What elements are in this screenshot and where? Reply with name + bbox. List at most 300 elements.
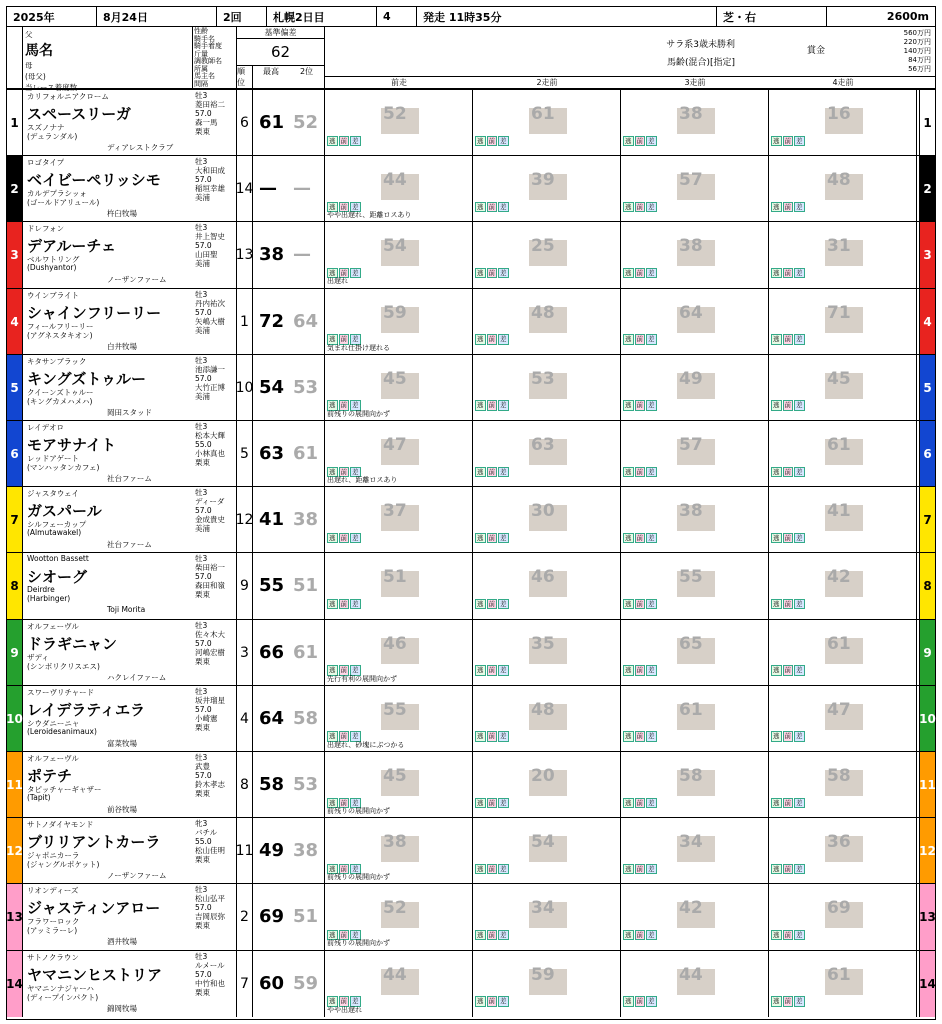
past-race[interactable]	[473, 686, 621, 752]
second-score: 59	[293, 972, 319, 994]
pace-icon: 逃	[773, 268, 780, 277]
race-note: 前残りの展開向かず	[327, 807, 390, 815]
past-index: 48	[531, 699, 555, 720]
rank: 7	[237, 951, 253, 1017]
pace-icon: 差	[352, 732, 359, 741]
pace-icon: 前	[340, 732, 347, 741]
race-note: やや出遅れ	[327, 1005, 362, 1014]
venue: 札幌2日目	[267, 7, 377, 26]
past-index: 31	[827, 236, 851, 257]
past-race[interactable]	[769, 553, 917, 619]
horse-number-right: 3	[919, 222, 935, 288]
pace-icon: 差	[352, 533, 359, 542]
sire: オルフェーヴル	[27, 754, 79, 763]
pace-icon: 前	[636, 599, 643, 608]
pace-icon: 逃	[625, 335, 632, 344]
pace-icon: 逃	[773, 666, 780, 675]
rank: 4	[237, 686, 253, 752]
pace-icon: 前	[340, 997, 347, 1006]
pace-icon: 逃	[329, 335, 336, 344]
pace-icon: 前	[488, 732, 495, 741]
pace-icon: 逃	[625, 997, 632, 1006]
sire: Wootton Bassett	[27, 554, 89, 564]
horse-number: 3	[7, 222, 23, 288]
past-index: 44	[383, 170, 407, 191]
second-score: 64	[293, 310, 319, 332]
sire: サトノクラウン	[27, 952, 79, 962]
past-index: 58	[827, 766, 851, 786]
sire: オルフェーヴル	[27, 621, 79, 631]
pace-icon: 前	[636, 732, 643, 741]
pace-icon: 前	[784, 864, 791, 873]
dam: ベルワトリング	[27, 255, 80, 265]
pace-icon: 差	[500, 997, 507, 1006]
pace-icon: 差	[500, 401, 507, 410]
horse-name[interactable]: ブリリアントカーラ	[27, 833, 161, 852]
past-index: 61	[531, 104, 555, 124]
horse-row[interactable]	[7, 619, 935, 685]
jockey-info: 牝3 バチル 55.0 松山佳明 栗東	[193, 818, 237, 884]
best-score: 55	[259, 575, 285, 597]
pace-icon: 逃	[329, 864, 336, 873]
pace-icon: 逃	[477, 533, 484, 542]
horse-number-right: 4	[919, 289, 935, 355]
pace-icon: 前	[784, 732, 791, 741]
pace-icon: 差	[352, 997, 359, 1006]
past-index: 52	[383, 104, 407, 124]
past-race[interactable]	[621, 818, 769, 884]
second-score: 51	[293, 906, 319, 928]
horse-row[interactable]	[7, 751, 935, 817]
owner: 前谷牧場	[107, 805, 137, 814]
dam: タピッチャーギャザー	[27, 785, 102, 794]
pace-icon: 前	[784, 467, 791, 476]
pace-icon: 差	[352, 268, 359, 277]
horse-number-right: 8	[919, 553, 935, 619]
jockey-info: 牡3 佐々木大 57.0 河嶋宏樹 栗東	[193, 620, 237, 686]
pace-icon: 前	[636, 798, 643, 807]
past-race[interactable]	[769, 289, 917, 355]
pace-icon: 前	[636, 930, 643, 939]
past-race[interactable]	[473, 156, 621, 222]
race-note: 出遅れ	[327, 277, 348, 286]
index-scores	[253, 421, 325, 487]
past-index: 61	[827, 435, 851, 455]
dam: ヤマニンナジャーハ	[27, 983, 94, 993]
horse-number: 8	[7, 553, 23, 619]
past-index: 59	[383, 302, 407, 323]
horse-name[interactable]: キングズトゥルー	[27, 369, 147, 388]
horse-name[interactable]: スペースリーガ	[27, 105, 131, 123]
horse-name[interactable]: シャインフリーリー	[27, 303, 162, 322]
pace-icon: 前	[636, 467, 643, 476]
index-scores	[253, 156, 325, 222]
pace-icon: 逃	[477, 599, 484, 608]
pace-icon: 逃	[477, 335, 484, 344]
horse-name[interactable]: ドラギニャン	[27, 634, 118, 653]
pace-icon: 前	[636, 268, 643, 277]
pace-icon: 前	[340, 202, 347, 211]
rank: 10	[237, 355, 253, 421]
pace-icon: 逃	[329, 997, 336, 1006]
horse-row[interactable]	[7, 950, 935, 1016]
pace-icon: 差	[352, 864, 359, 873]
past-race[interactable]	[769, 620, 917, 686]
jockey-info: 牡3 松山弘平 57.0 吉岡辰弥 栗東	[193, 884, 237, 950]
past-index: 48	[531, 302, 555, 323]
pace-icon: 前	[340, 136, 347, 145]
horse-number-right: 1	[919, 90, 935, 156]
rank: 5	[237, 421, 253, 487]
pace-icon: 差	[648, 467, 655, 476]
jockey-info: 牡3 大和田成 57.0 稲垣幸雄 美浦	[193, 156, 237, 222]
past-index: 41	[827, 501, 851, 522]
past-race[interactable]	[769, 686, 917, 752]
pace-icon: 差	[352, 798, 359, 807]
pace-icon: 差	[648, 268, 655, 277]
past-race[interactable]	[621, 222, 769, 288]
past-index: 20	[531, 766, 555, 786]
pace-icon: 差	[796, 997, 803, 1006]
best-score: 69	[259, 906, 285, 928]
owner: 岡田スタッド	[107, 407, 152, 417]
past-race[interactable]	[325, 553, 473, 619]
pace-icon: 差	[648, 997, 655, 1006]
owner: ディアレストクラブ	[107, 143, 174, 152]
past-index: 42	[827, 567, 851, 588]
past-index: 30	[531, 501, 555, 522]
pace-icon: 前	[488, 997, 495, 1006]
pace-icon: 前	[340, 467, 347, 476]
pace-icon: 前	[636, 533, 643, 542]
race-card	[6, 6, 936, 1020]
past-index: 57	[679, 170, 703, 191]
horse-name[interactable]: ジャスティンアロー	[27, 899, 161, 918]
past-race[interactable]	[473, 355, 621, 421]
best-score: 41	[259, 509, 285, 531]
horse-name[interactable]: ベイビーペリッシモ	[27, 171, 161, 190]
horse-number: 4	[7, 289, 23, 355]
pace-icon: 逃	[625, 136, 632, 145]
past-race[interactable]	[769, 752, 917, 818]
pace-icon: 前	[340, 335, 347, 344]
best-score: 64	[259, 707, 285, 729]
pace-icon: 差	[352, 335, 359, 344]
horse-row[interactable]	[7, 420, 935, 486]
pace-icon: 逃	[773, 798, 780, 807]
pace-icon: 前	[488, 533, 495, 542]
past-race[interactable]	[621, 355, 769, 421]
past-index: 25	[531, 236, 555, 257]
pace-icon: 差	[500, 202, 507, 211]
past-race[interactable]	[769, 487, 917, 553]
horse-row[interactable]	[7, 685, 935, 751]
start-time: 発走 11時35分	[417, 7, 717, 26]
pace-icon: 前	[340, 864, 347, 873]
pace-icon: 逃	[773, 732, 780, 741]
pace-icon: 逃	[477, 467, 484, 476]
past-index: 51	[383, 567, 407, 588]
horse-number: 9	[7, 620, 23, 686]
pace-icon: 差	[352, 401, 359, 410]
best-score: 60	[259, 972, 285, 994]
dam: ザディ	[27, 652, 49, 662]
horse-number: 1	[7, 90, 23, 156]
horse-row[interactable]	[7, 288, 935, 354]
past-race[interactable]	[769, 951, 917, 1017]
owner: 白井牧場	[107, 341, 137, 351]
past-index: 48	[827, 170, 851, 191]
past-index: 71	[827, 302, 851, 323]
horse-number: 11	[7, 752, 23, 818]
dam: シルフェーカップ	[27, 520, 87, 530]
race-note: 気まれ仕掛け遅れる	[327, 343, 390, 352]
past-race[interactable]	[473, 752, 621, 818]
past-race[interactable]	[473, 620, 621, 686]
past-race[interactable]	[769, 355, 917, 421]
past-race[interactable]	[473, 951, 621, 1017]
rank: 9	[237, 553, 253, 619]
past-index: 34	[531, 898, 555, 919]
horse-name[interactable]: シオーグ	[27, 568, 88, 587]
pace-icon: 前	[784, 136, 791, 145]
past-race[interactable]	[621, 884, 769, 950]
past-race[interactable]	[473, 289, 621, 355]
pace-icon: 逃	[329, 732, 336, 741]
past-index: 63	[531, 435, 555, 455]
pace-icon: 前	[488, 268, 495, 277]
horse-row[interactable]	[7, 486, 935, 552]
past-race[interactable]	[473, 222, 621, 288]
past-index: 65	[679, 633, 703, 654]
past-race[interactable]	[769, 90, 917, 156]
past-index: 54	[531, 832, 555, 853]
past-race[interactable]	[621, 90, 769, 156]
past-race[interactable]	[621, 289, 769, 355]
second-score: 53	[293, 774, 319, 795]
past-race[interactable]	[621, 421, 769, 487]
sire: スワーヴリチャード	[27, 687, 95, 697]
pace-icon: 差	[500, 798, 507, 807]
past-index: 38	[679, 501, 703, 522]
pace-icon: 前	[784, 997, 791, 1006]
pace-icon: 前	[784, 666, 791, 675]
pace-icon: 逃	[329, 401, 336, 410]
sire: キタサンブラック	[27, 356, 87, 366]
second-score: 61	[293, 443, 319, 464]
pace-icon: 逃	[773, 136, 780, 145]
jockey-info: 牡3 菱田裕二 57.0 森一馬 栗東	[193, 90, 237, 156]
pace-icon: 逃	[625, 666, 632, 675]
bms: (Almutawakel)	[27, 528, 82, 538]
jockey-info: 牡3 坂井瑠星 57.0 小崎憲 栗東	[193, 686, 237, 752]
index-scores	[253, 289, 325, 355]
past-race[interactable]	[621, 752, 769, 818]
pace-icon: 差	[796, 533, 803, 542]
past-race[interactable]	[769, 222, 917, 288]
horse-number-right: 10	[919, 686, 935, 752]
horse-name[interactable]: レイデラティエラ	[27, 700, 146, 719]
info-header	[7, 27, 935, 92]
owner: 社台ファーム	[107, 474, 152, 483]
pace-icon: 前	[488, 401, 495, 410]
pace-icon: 差	[500, 335, 507, 344]
past-race[interactable]	[621, 156, 769, 222]
past-index: 16	[827, 104, 851, 124]
past-race[interactable]	[621, 686, 769, 752]
pace-icon: 前	[636, 136, 643, 145]
past-race[interactable]	[473, 818, 621, 884]
past-index: 47	[383, 435, 407, 455]
horse-row[interactable]	[7, 883, 935, 949]
past-race[interactable]	[769, 818, 917, 884]
past-index: 38	[383, 832, 407, 853]
pace-icon: 差	[352, 136, 359, 145]
distance: 2600m	[886, 10, 929, 23]
pace-icon: 差	[796, 335, 803, 344]
horse-number: 13	[7, 884, 23, 950]
past-index: 61	[827, 633, 851, 654]
past-race[interactable]	[473, 487, 621, 553]
owner: ハクレイファーム	[107, 672, 167, 682]
pace-icon: 逃	[625, 732, 632, 741]
past-race[interactable]	[473, 90, 621, 156]
race-condition: サラ系3歳未勝利 馬齢(混合)[指定] 賞金 560万円 220万円 140万円 84万円 56万円 前走 2走前 3走前 4走前	[325, 27, 935, 88]
owner: ノーザンファーム	[107, 275, 167, 285]
pace-icon: 差	[352, 666, 359, 675]
jockey-info: 牡3 ディーダ 57.0 金成貴史 美浦	[193, 487, 237, 553]
past-race[interactable]	[325, 90, 473, 156]
sire: ドレフォン	[27, 224, 65, 234]
horse-row[interactable]	[7, 354, 935, 420]
race-note: 前残りの展開向かず	[327, 873, 390, 882]
horse-row[interactable]	[7, 221, 935, 287]
horse-name[interactable]: ヤマニンヒストリア	[27, 965, 163, 984]
past-index: 36	[827, 832, 851, 853]
pace-icon: 逃	[477, 732, 484, 741]
horse-row[interactable]	[7, 155, 935, 221]
horse-name[interactable]: モアサナイト	[27, 436, 116, 454]
past-index: 38	[679, 236, 703, 257]
dam: フィールフリーリー	[27, 321, 94, 331]
pace-icon: 差	[500, 136, 507, 145]
horse-row[interactable]	[7, 89, 935, 155]
sire: レイデオロ	[27, 423, 64, 432]
past-index: 44	[679, 964, 703, 985]
dam: スズノナナ	[27, 123, 65, 132]
pace-icon: 逃	[477, 268, 484, 277]
pace-icon: 逃	[329, 930, 336, 939]
horse-number: 5	[7, 355, 23, 421]
past-race[interactable]	[769, 156, 917, 222]
bms: (Tapit)	[27, 793, 51, 802]
past-index: 61	[827, 964, 851, 985]
past-race[interactable]	[769, 884, 917, 950]
horse-row[interactable]	[7, 817, 935, 883]
pace-icon: 前	[784, 202, 791, 211]
horse-name[interactable]: デアルーチェ	[27, 237, 116, 256]
index-scores	[253, 553, 325, 619]
bms: (ディープインパクト)	[27, 992, 99, 1002]
sire: カリフォルニアクローム	[27, 92, 109, 101]
horse-name[interactable]: ポテチ	[27, 767, 73, 785]
horse-name[interactable]: ガスパール	[27, 502, 102, 521]
pace-icon: 前	[784, 335, 791, 344]
past-race[interactable]	[621, 487, 769, 553]
pace-icon: 逃	[625, 202, 632, 211]
past-index: 57	[679, 435, 703, 455]
owner: Toji Morita	[107, 605, 146, 615]
pace-icon: 差	[796, 666, 803, 675]
pace-icon: 前	[340, 930, 347, 939]
past-race[interactable]	[769, 421, 917, 487]
pace-icon: 差	[500, 864, 507, 873]
pace-icon: 差	[500, 666, 507, 675]
owner: 杵臼牧場	[107, 209, 137, 219]
past-race[interactable]	[473, 884, 621, 950]
past-race[interactable]	[621, 951, 769, 1017]
jockey-info: 牡3 池添謙一 57.0 大竹正博 美浦	[193, 355, 237, 421]
pace-icon: 逃	[625, 401, 632, 410]
past-index: 54	[383, 236, 407, 257]
horse-number: 14	[7, 951, 23, 1017]
pace-icon: 逃	[477, 401, 484, 410]
sire: サトノダイヤモンド	[27, 820, 94, 830]
jockey-legend: 性齢 騎手名 騎手着度 斤量 調教師名 所属 馬主名 間隔	[193, 27, 237, 88]
bms: (Harbinger)	[27, 594, 71, 604]
best-score: —	[259, 178, 277, 200]
past-race[interactable]	[473, 553, 621, 619]
bms: (デュランダル)	[27, 132, 78, 141]
pace-icon: 前	[784, 401, 791, 410]
pace-icon: 逃	[329, 136, 336, 145]
second-score: 61	[293, 641, 319, 663]
race-header	[7, 7, 935, 27]
dam: ジャポニカーラ	[27, 851, 80, 861]
pace-icon: 前	[488, 467, 495, 476]
race-note: 前残りの展開向かず	[327, 409, 390, 418]
race-no: 4	[377, 7, 417, 26]
past-index: 59	[531, 964, 555, 985]
pace-icon: 差	[796, 467, 803, 476]
dam: カルデプラシッォ	[27, 189, 87, 199]
rank: 1	[237, 289, 253, 355]
past-index: 47	[827, 699, 851, 720]
pace-icon: 差	[648, 401, 655, 410]
pace-icon: 差	[796, 599, 803, 608]
past-race[interactable]	[473, 421, 621, 487]
jockey-info: 牡3 井上智史 57.0 山田聖 美浦	[193, 222, 237, 288]
pace-icon: 差	[796, 930, 803, 939]
pace-icon: 差	[500, 467, 507, 476]
past-race[interactable]	[621, 620, 769, 686]
pace-icon: 差	[648, 599, 655, 608]
horse-row[interactable]	[7, 552, 935, 618]
pace-icon: 前	[488, 864, 495, 873]
pace-icon: 差	[352, 599, 359, 608]
pace-icon: 逃	[329, 268, 336, 277]
sire: リオンディーズ	[27, 886, 79, 896]
pace-icon: 前	[636, 864, 643, 873]
past-race[interactable]	[621, 553, 769, 619]
pace-icon: 逃	[773, 202, 780, 211]
past-race[interactable]	[325, 487, 473, 553]
past-index: 45	[383, 368, 407, 389]
horse-number-right: 12	[919, 818, 935, 884]
pace-icon: 逃	[329, 798, 336, 807]
past-index: 55	[679, 567, 703, 588]
kai: 2回	[217, 7, 267, 26]
